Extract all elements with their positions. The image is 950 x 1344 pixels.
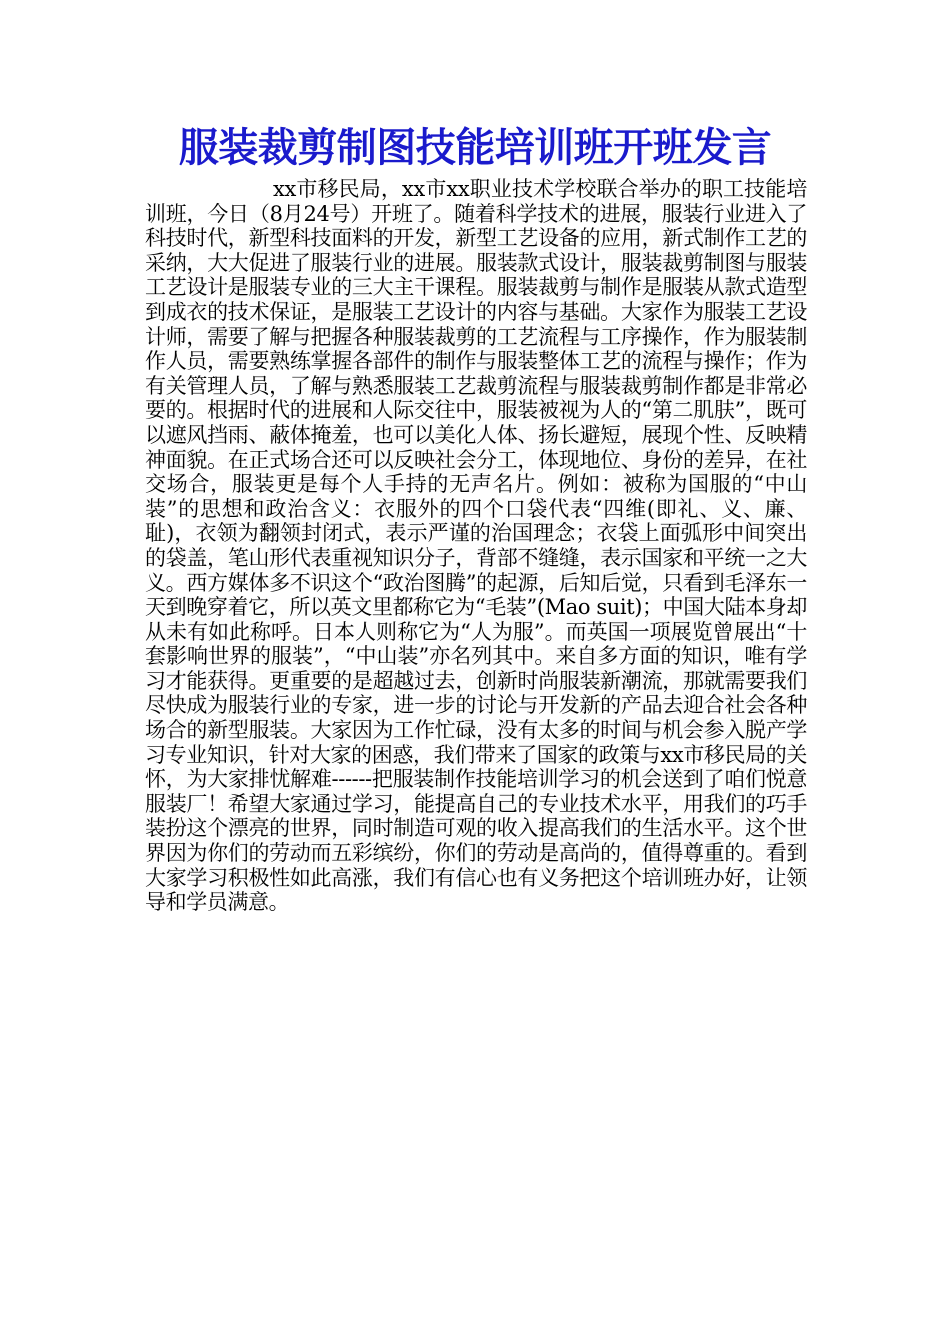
- document-title: 服装裁剪制图技能培训班开班发言: [178, 125, 772, 171]
- document-body-paragraph: xx市移民局，xx市xx职业技术学校联合举办的职工技能培训班，今日（8月24号）开班了。随着科学技术的进展，服装行业进入了科技时代，新型科技面料的开发，新型工艺设备的应用，新式制作工艺的采纳，大大促进了服装行业的进展。服装款式设计，服装裁剪制图与服装工艺设计是服装专业的三大主干课程。服装裁剪与制作是服装从款式造型到成衣的技术保证，是服装工艺设计的内容与基础。大家作为服装工艺设计师，需要了解与把握各种服装裁剪的工艺流程与工序操作，作为服装制作人员，需要熟练掌握各部件的制作与服装整体工艺的流程与操作；作为有关管理人员，了解与熟悉服装工艺裁剪流程与服装裁剪制作都是非常必要的。根据时代的进展和人际交往中，服装被视为人的“第二肌肤”，既可以遮风挡雨、蔽体掩羞，也可以美化人体、扬长避短，展现个性、反映精神面貌。在正式场合还可以反映社会分工，体现地位、身份的差异，在社交场合，服装更是每个人手持的无声名片。例如：被称为国服的“中山装”的思想和政治含义：衣服外的四个口袋代表“四维(即礼、义、廉、耻)，衣领为翻领封闭式，表示严谨的治国理念；衣袋上面弧形中间突出的袋盖，笔山形代表重视知识分子，背部不缝缝，表示国家和平统一之大义。西方媒体多不识这个“政治图腾”的起源，后知后觉，只看到毛泽东一天到晚穿着它，所以英文里都称它为“毛装”(Mao suit)；中国大陆本身却从未有如此称呼。日本人则称它为“人为服”。而英国一项展览曾展出“十套影响世界的服装”，“中山装”亦名列其中。来自多方面的知识，唯有学习才能获得。更重要的是超越过去，创新时尚服装新潮流，那就需要我们尽快成为服装行业的专家，进一步的讨论与开发新的产品去迎合社会各种场合的新型服装。大家因为工作忙碌，没有太多的时间与机会参入脱产学习专业知识，针对大家的困惑，我们带来了国家的政策与xx市移民局的关怀，为大家排忧解难------把服装制作技能培训学习的机会送到了咱们悦意服装厂！希望大家通过学习，能提高自己的专业技术水平，用我们的巧手装扮这个漂亮的世界，同时制造可观的收入提高我们的生活水平。这个世界因为你们的劳动而五彩缤纷，你们的劳动是高尚的，值得尊重的。看到大家学习积极性如此高涨，我们有信心也有义务把这个培训班办好，让领导和学员满意。: [145, 177, 807, 915]
